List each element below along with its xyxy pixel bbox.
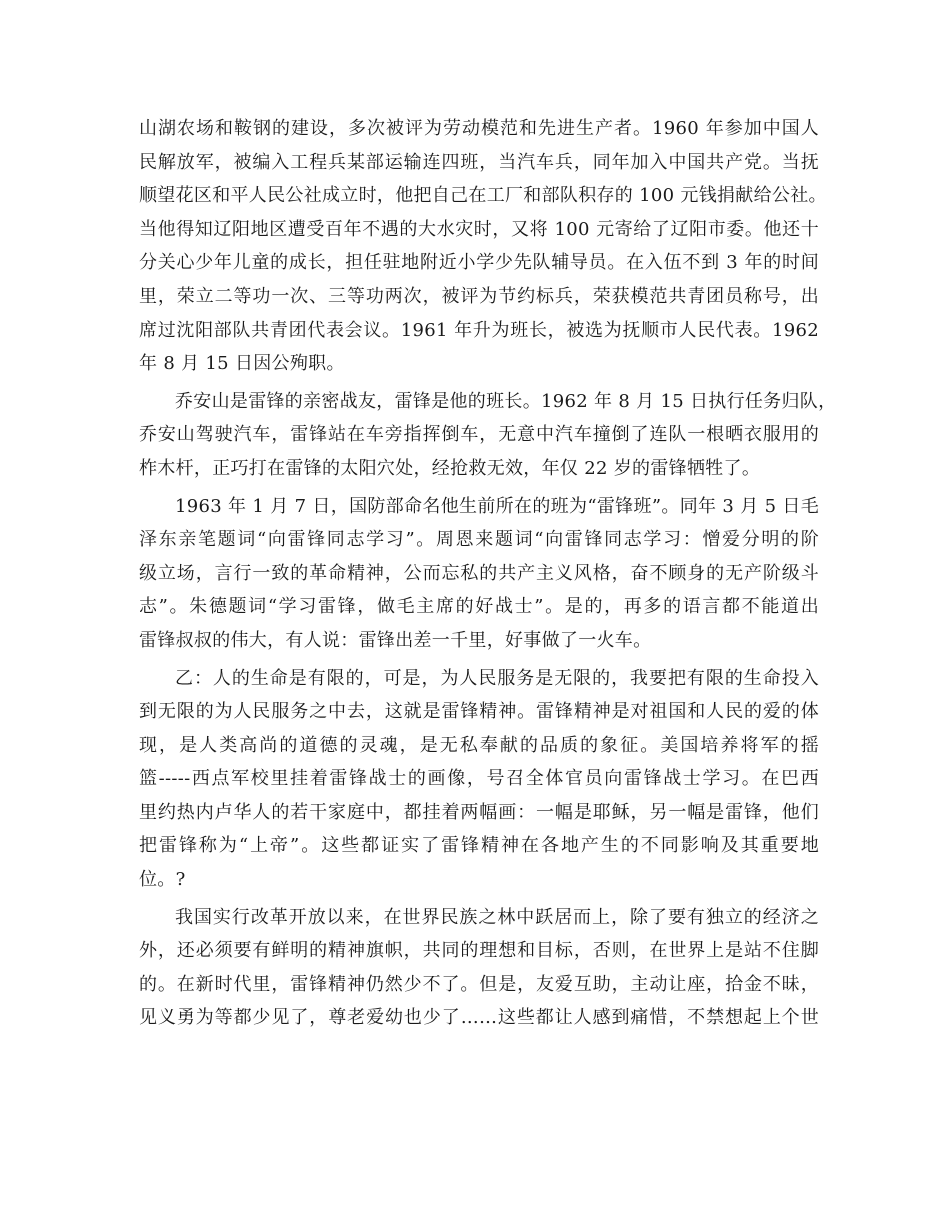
text-line: 顺望花区和平人民公社成立时，他把自己在工厂和部队积存的 100 元钱捐献给公社。 [139,185,827,207]
text-line: 现，是人类高尚的道德的灵魂，是无私奉献的品质的象征。美国培养将军的摇 [139,734,819,756]
text-line: 1963 年 1 月 7 日，国防部命名他生前所在的班为“雷锋班”。同年 3 月 5 日毛 [175,495,819,517]
text-line: 我国实行改革开放以来，在世界民族之林中跃居而上，除了要有独立的经济之 [175,906,819,928]
paragraph-3 [139,490,819,658]
text-line: 到无限的为人民服务之中去，这就是雷锋精神。雷锋精神是对祖国和人民的爱的体 [139,701,819,723]
text-line: 位。? [139,869,186,891]
text-line: 柞木杆，正巧打在雷锋的太阳穴处，经抢救无效，年仅 22 岁的雷锋牺牲了。 [139,457,761,479]
text-line: 席过沈阳部队共青团代表会议。1961 年升为班长，被选为抚顺市人民代表。1962 [139,319,819,341]
text-line: 乔安山驾驶汽车，雷锋站在车旁指挥倒车，无意中汽车撞倒了连队一根晒衣服用的 [139,424,819,446]
text-line: 志”。朱德题词“学习雷锋，做毛主席的好战士”。是的，再多的语言都不能道出 [139,596,819,618]
text-line: 泽东亲笔题词“向雷锋同志学习”。周恩来题词“向雷锋同志学习：憎爱分明的阶 [139,529,819,551]
text-line: 里约热内卢华人的若干家庭中，都挂着两幅画：一幅是耶稣，另一幅是雷锋，他们 [139,801,819,823]
text-line: 把雷锋称为“上帝”。这些都证实了雷锋精神在各地产生的不同影响及其重要地 [139,835,819,857]
text-line: 年 8 月 15 日因公殉职。 [139,353,345,375]
text-line: 的。在新时代里，雷锋精神仍然少不了。但是，友爱互助，主动让座，拾金不昧， [139,973,819,995]
text-line: 乔安山是雷锋的亲密战友，雷锋是他的班长。1962 年 8 月 15 日执行任务归队， [175,390,837,412]
text-line: 民解放军，被编入工程兵某部运输连四班，当汽车兵，同年加入中国共产党。当抚 [139,151,819,173]
text-line: 乙：人的生命是有限的，可是，为人民服务是无限的，我要把有限的生命投入 [175,667,819,689]
text-line: 见义勇为等都少见了，尊老爱幼也少了……这些都让人感到痛惜，不禁想起上个世 [139,1007,819,1029]
text-line: 里，荣立二等功一次、三等功两次，被评为节约标兵，荣获模范共青团员称号，出 [139,285,819,307]
text-line: 分关心少年儿童的成长，担任驻地附近小学少先队辅导员。在入伍不到 3 年的时间 [139,252,819,274]
text-line: 当他得知辽阳地区遭受百年不遇的大水灾时，又将 100 元寄给了辽阳市委。他还十 [139,218,819,240]
text-line: 雷锋叔叔的伟大，有人说：雷锋出差一千里，好事做了一火车。 [139,629,652,651]
text-line: 篮-----西点军校里挂着雷锋战士的画像，号召全体官员向雷锋战士学习。在巴西 [139,768,819,790]
paragraph-4 [139,662,819,897]
document-body [139,112,837,1035]
paragraph-2 [139,385,837,486]
paragraph-1 [139,112,827,381]
text-line: 级立场，言行一致的革命精神，公而忘私的共产主义风格，奋不顾身的无产阶级斗 [139,562,819,584]
paragraph-5 [139,901,819,1035]
text-line: 外，还必须要有鲜明的精神旗帜，共同的理想和目标，否则，在世界上是站不住脚 [139,940,819,962]
text-line: 山湖农场和鞍钢的建设，多次被评为劳动模范和先进生产者。1960 年参加中国人 [139,118,819,139]
